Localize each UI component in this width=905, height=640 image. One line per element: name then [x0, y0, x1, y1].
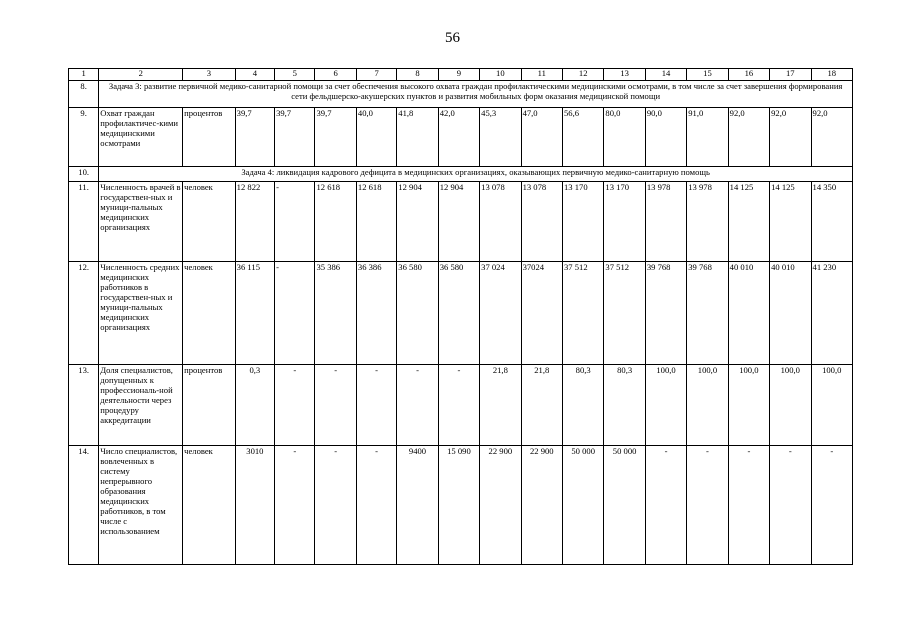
column-number-cell: 9 [438, 69, 479, 81]
value-cell: - [438, 365, 479, 446]
value-cell: 100,0 [728, 365, 769, 446]
column-number-cell: 5 [275, 69, 315, 81]
value-cell: 12 822 [235, 182, 274, 262]
column-number-cell: 14 [645, 69, 686, 81]
value-cell: 39,7 [235, 108, 274, 167]
value-cell: 15 090 [438, 446, 479, 565]
row-number: 10. [69, 167, 99, 182]
value-cell: 22 900 [521, 446, 562, 565]
value-cell: 36 115 [235, 262, 274, 365]
value-cell: 50 000 [604, 446, 645, 565]
value-cell: 0,3 [235, 365, 274, 446]
value-cell: 14 350 [811, 182, 852, 262]
value-cell: 80,3 [604, 365, 645, 446]
table-row [69, 108, 853, 167]
table-row [69, 262, 853, 365]
value-cell: 39,7 [315, 108, 356, 167]
value-cell: 22 900 [480, 446, 521, 565]
value-cell: 47,0 [521, 108, 562, 167]
value-cell: - [275, 365, 315, 446]
unit-cell: человек [183, 182, 236, 262]
column-number-cell: 7 [356, 69, 396, 81]
value-cell: 36 580 [397, 262, 438, 365]
column-number-cell: 10 [480, 69, 521, 81]
column-number-cell: 15 [687, 69, 728, 81]
table-row [69, 446, 853, 565]
page-number: 56 [445, 30, 460, 46]
value-cell: 36 386 [356, 262, 396, 365]
table-row [69, 182, 853, 262]
value-cell: 80,3 [562, 365, 603, 446]
value-cell: 14 125 [770, 182, 811, 262]
value-cell: 12 618 [315, 182, 356, 262]
table-row [69, 365, 853, 446]
value-cell: 100,0 [687, 365, 728, 446]
column-number-cell: 11 [521, 69, 562, 81]
column-number-cell: 1 [69, 69, 99, 81]
column-number-cell: 2 [99, 69, 183, 81]
value-cell: 92,0 [811, 108, 852, 167]
column-number-cell: 12 [562, 69, 603, 81]
indicator-name: Численность средних медицинских работников в государствен-ных и муници-пальных медицинских организациях [99, 262, 183, 365]
value-cell: 42,0 [438, 108, 479, 167]
value-cell: - [728, 446, 769, 565]
value-cell: 40 010 [728, 262, 769, 365]
value-cell: 21,8 [521, 365, 562, 446]
value-cell: 39 768 [687, 262, 728, 365]
row-number: 11. [69, 182, 99, 262]
indicators-table [68, 68, 853, 565]
value-cell: - [275, 182, 315, 262]
column-number-cell: 16 [728, 69, 769, 81]
indicator-name: Численность врачей в государствен-ных и муници-пальных медицинских организациях [99, 182, 183, 262]
value-cell: 37024 [521, 262, 562, 365]
indicator-name: Доля специалистов, допущенных к профессиональ-ной деятельности через процедуру аккредитации [99, 365, 183, 446]
column-number-cell: 13 [604, 69, 645, 81]
value-cell: 39 768 [645, 262, 686, 365]
unit-cell: человек [183, 262, 236, 365]
value-cell: 13 170 [562, 182, 603, 262]
column-number-row [69, 69, 853, 81]
value-cell: 100,0 [811, 365, 852, 446]
value-cell: 21,8 [480, 365, 521, 446]
value-cell: 90,0 [645, 108, 686, 167]
value-cell: 40 010 [770, 262, 811, 365]
indicator-name: Охват граждан профилактичес-кими медицинскими осмотрами [99, 108, 183, 167]
value-cell: - [770, 446, 811, 565]
value-cell: 56,6 [562, 108, 603, 167]
value-cell: 41,8 [397, 108, 438, 167]
value-cell: 50 000 [562, 446, 603, 565]
value-cell: 100,0 [770, 365, 811, 446]
unit-cell: человек [183, 446, 236, 565]
value-cell: 3010 [235, 446, 274, 565]
value-cell: 9400 [397, 446, 438, 565]
value-cell: - [275, 446, 315, 565]
value-cell: - [811, 446, 852, 565]
column-number-cell: 3 [183, 69, 236, 81]
value-cell: 40,0 [356, 108, 396, 167]
value-cell: 92,0 [770, 108, 811, 167]
value-cell: 36 580 [438, 262, 479, 365]
column-number-cell: 18 [811, 69, 852, 81]
value-cell: 100,0 [645, 365, 686, 446]
value-cell: - [645, 446, 686, 565]
value-cell: 13 978 [687, 182, 728, 262]
value-cell: - [397, 365, 438, 446]
value-cell: 13 078 [480, 182, 521, 262]
value-cell: 12 904 [438, 182, 479, 262]
task-3-text: Задача 3: развитие первичной медико-санитарной помощи за счет обеспечения высокого охвата граждан профилактическими медицинскими осмотрами, в том числе за счет завершения формирования сети фельдшерско-акушерских пунктов и развития мобильных форм оказания медицинской помощи [99, 81, 853, 108]
value-cell: - [356, 446, 396, 565]
value-cell: 37 024 [480, 262, 521, 365]
value-cell: 14 125 [728, 182, 769, 262]
value-cell: 37 512 [604, 262, 645, 365]
indicator-name: Число специалистов, вовлеченных в систему непрерывного образования медицинских работников, в том числе с использованием [99, 446, 183, 565]
task-4-row [69, 167, 853, 182]
unit-cell: процентов [183, 365, 236, 446]
column-number-cell: 6 [315, 69, 356, 81]
column-number-cell: 8 [397, 69, 438, 81]
value-cell: 41 230 [811, 262, 852, 365]
unit-cell: процентов [183, 108, 236, 167]
value-cell: 13 078 [521, 182, 562, 262]
value-cell: 12 618 [356, 182, 396, 262]
row-number: 13. [69, 365, 99, 446]
value-cell: - [356, 365, 396, 446]
value-cell: - [315, 365, 356, 446]
value-cell: 80,0 [604, 108, 645, 167]
column-number-cell: 17 [770, 69, 811, 81]
value-cell: - [687, 446, 728, 565]
task-4-text: Задача 4: ликвидация кадрового дефицита в медицинских организациях, оказывающих первичную медико-санитарную помощь [99, 167, 853, 182]
value-cell: 13 170 [604, 182, 645, 262]
value-cell: 35 386 [315, 262, 356, 365]
column-number-cell: 4 [235, 69, 274, 81]
row-number: 9. [69, 108, 99, 167]
row-number: 8. [69, 81, 99, 108]
value-cell: 92,0 [728, 108, 769, 167]
value-cell: 37 512 [562, 262, 603, 365]
value-cell: 91,0 [687, 108, 728, 167]
row-number: 14. [69, 446, 99, 565]
value-cell: - [275, 262, 315, 365]
value-cell: - [315, 446, 356, 565]
task-3-row [69, 81, 853, 108]
value-cell: 13 978 [645, 182, 686, 262]
row-number: 12. [69, 262, 99, 365]
value-cell: 39,7 [275, 108, 315, 167]
value-cell: 45,3 [480, 108, 521, 167]
value-cell: 12 904 [397, 182, 438, 262]
